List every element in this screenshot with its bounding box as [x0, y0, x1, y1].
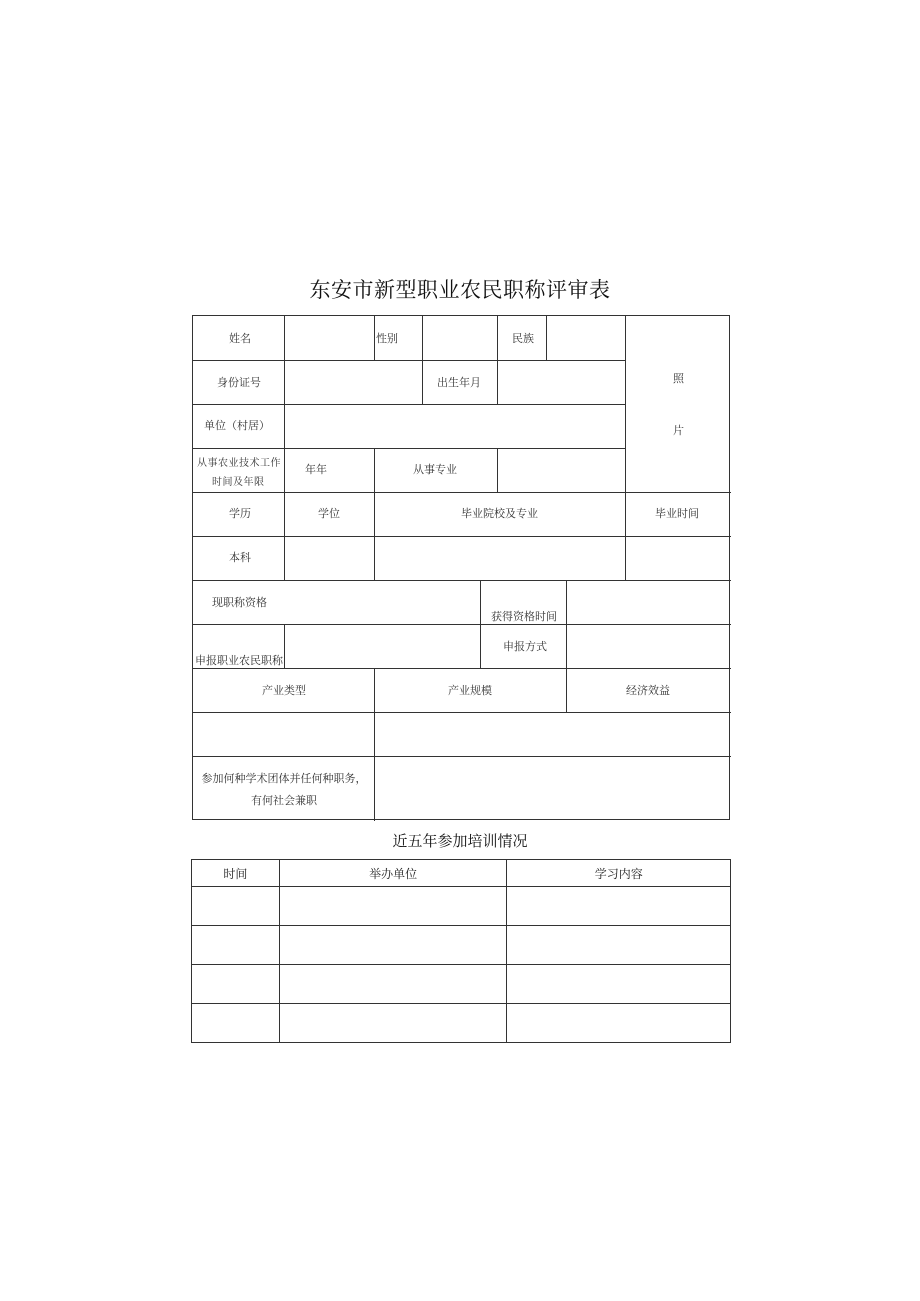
gender-label: 性别 [376, 332, 398, 345]
industry-scale-label: 产业规模 [448, 684, 492, 697]
name-label: 姓名 [229, 332, 251, 345]
degree-field[interactable] [285, 537, 374, 580]
training-content-cell[interactable] [507, 965, 731, 1004]
training-content-cell[interactable] [507, 926, 731, 965]
apply-title-field[interactable] [285, 625, 480, 668]
qualification-time-field[interactable] [567, 581, 731, 624]
training-organizer-cell[interactable] [279, 926, 507, 965]
id-number-label: 身份证号 [217, 376, 261, 389]
apply-method-field[interactable] [567, 625, 731, 668]
training-time-cell[interactable] [192, 965, 280, 1004]
training-heading: 近五年参加培训情况 [392, 832, 528, 850]
graduation-time-field[interactable] [626, 537, 731, 580]
id-number-field[interactable] [285, 361, 422, 404]
societies-field[interactable] [375, 757, 731, 821]
gender-field[interactable] [423, 316, 497, 360]
training-time-cell[interactable] [192, 887, 280, 926]
evaluation-form [192, 315, 730, 820]
name-field[interactable] [285, 316, 374, 360]
training-time-cell[interactable] [192, 1004, 280, 1043]
birth-date-label: 出生年月 [437, 376, 481, 389]
industry-scale-field[interactable] [375, 713, 566, 756]
photo-label-2: 片 [673, 424, 684, 437]
col-content-header: 学习内容 [507, 860, 731, 887]
training-time-cell[interactable] [192, 926, 280, 965]
specialty-field[interactable] [498, 449, 625, 492]
training-content-cell[interactable] [507, 1004, 731, 1043]
current-title-field[interactable] [285, 581, 480, 624]
photo-label-1: 照 [673, 372, 684, 385]
training-header-row [192, 860, 731, 887]
ethnicity-label: 民族 [512, 332, 534, 345]
training-table [191, 859, 731, 1043]
specialty-label: 从事专业 [413, 463, 457, 476]
photo-area[interactable] [626, 316, 731, 492]
societies-label: 参加何种学术团体并任何种职务，有何社会兼职 [201, 772, 367, 807]
birth-date-field[interactable] [498, 361, 625, 404]
apply-method-label: 申报方式 [503, 640, 547, 653]
school-major-label: 毕业院校及专业 [461, 507, 538, 520]
training-organizer-cell[interactable] [279, 887, 507, 926]
table-row [192, 965, 731, 1004]
work-time-label-2: 时间及年限 [212, 477, 265, 488]
col-organizer-header: 举办单位 [279, 860, 507, 887]
qualification-time-label: 获得资格时间 [491, 610, 557, 623]
years-label: 年年 [305, 463, 327, 476]
apply-title-label: 申报职业农民职称 [195, 654, 283, 667]
col-time-header: 时间 [192, 860, 280, 887]
degree-label: 学位 [318, 507, 340, 520]
form-title: 东安市新型职业农民职称评审表 [309, 278, 611, 302]
economic-benefit-label: 经济效益 [626, 684, 670, 697]
table-row [192, 926, 731, 965]
table-row [192, 1004, 731, 1043]
bachelor-label: 本科 [229, 551, 251, 564]
current-title-label: 现职称资格 [212, 596, 267, 609]
industry-type-field[interactable] [193, 713, 374, 756]
industry-type-label: 产业类型 [262, 684, 306, 697]
training-organizer-cell[interactable] [279, 1004, 507, 1043]
work-time-label-1: 从事农业技术工作 [197, 458, 281, 469]
education-label: 学历 [229, 507, 251, 520]
training-content-cell[interactable] [507, 887, 731, 926]
economic-benefit-field[interactable] [567, 713, 731, 756]
ethnicity-field[interactable] [547, 316, 625, 360]
graduation-time-label: 毕业时间 [655, 507, 699, 520]
table-row [192, 887, 731, 926]
training-organizer-cell[interactable] [279, 965, 507, 1004]
unit-label: 单位（村居） [204, 419, 270, 432]
unit-field[interactable] [285, 405, 625, 448]
school-major-field[interactable] [375, 537, 625, 580]
